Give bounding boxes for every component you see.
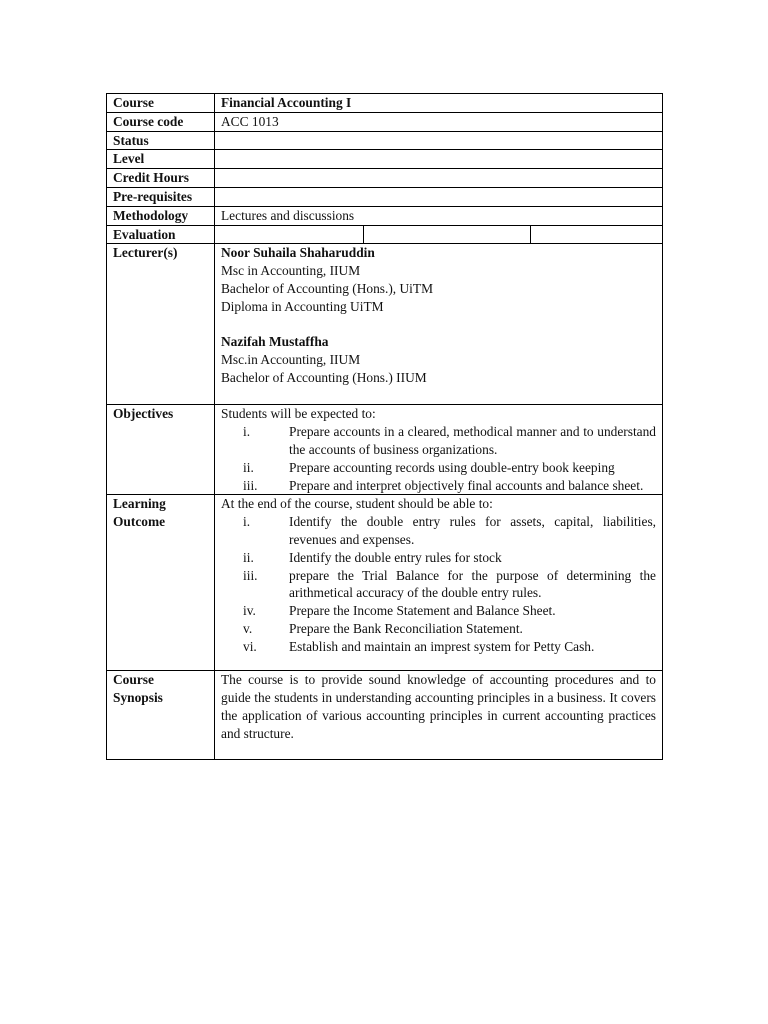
course-code-label: Course code (107, 112, 215, 131)
methodology-label: Methodology (107, 206, 215, 225)
evaluation-label: Evaluation (107, 225, 215, 244)
synopsis-text: The course is to provide sound knowledge of accounting procedures and to guide the students in understanding accounting principles in a business. It covers the application of various accounting principles in current accounting practices and structure. (215, 671, 663, 760)
row-methodology (107, 206, 663, 225)
objectives-value (215, 405, 663, 495)
evaluation-subcells (221, 226, 656, 243)
list-item: v. Prepare the Bank Reconciliation Statement. (243, 620, 523, 636)
level-label: Level (107, 150, 215, 169)
credit-hours-value (215, 169, 663, 188)
row-prerequisites (107, 187, 663, 206)
learning-outcome-value (215, 495, 663, 671)
status-label: Status (107, 131, 215, 150)
list-item: ii. Identify the double entry rules for stock (243, 549, 502, 565)
row-course-code (107, 112, 663, 131)
row-synopsis (107, 671, 663, 760)
status-value (215, 131, 663, 150)
row-evaluation (107, 225, 663, 244)
course-label: Course (107, 94, 215, 113)
evaluation-cell (364, 226, 531, 243)
row-course (107, 94, 663, 113)
list-item: vi. Establish and maintain an imprest system for Petty Cash. (243, 638, 595, 654)
course-info-table (106, 93, 663, 760)
list-item: i. Prepare accounts in a cleared, methodical manner and to understand the accounts of business organizations. (243, 424, 656, 457)
course-code-value: ACC 1013 (215, 112, 663, 131)
objectives-intro: Students will be expected to: (221, 406, 376, 422)
lecturers-value (215, 244, 663, 405)
evaluation-value (215, 225, 663, 244)
row-lecturers (107, 244, 663, 405)
lecturer-qualification: Msc in Accounting, IIUM (221, 263, 361, 279)
objectives-label: Objectives (107, 405, 215, 495)
list-item: iv. Prepare the Income Statement and Balance Sheet. (243, 603, 556, 619)
lecturer-qualification: Bachelor of Accounting (Hons.) IIUM (221, 369, 427, 385)
list-item: i. Identify the double entry rules for assets, capital, liabilities, revenues and expenses. (243, 514, 656, 547)
prerequisites-value (215, 187, 663, 206)
evaluation-cell (221, 226, 364, 243)
evaluation-cell (531, 226, 656, 243)
objectives-list (221, 423, 656, 494)
level-value (215, 150, 663, 169)
list-item: iii. Prepare and interpret objectively final accounts and balance sheet. (243, 477, 644, 493)
learning-outcome-label: Learning Outcome (107, 495, 215, 671)
prerequisites-label: Pre-requisites (107, 187, 215, 206)
synopsis-label: Course Synopsis (107, 671, 215, 760)
row-credit-hours (107, 169, 663, 188)
learning-outcome-list (221, 513, 656, 655)
lecturer-qualification: Bachelor of Accounting (Hons.), UiTM (221, 280, 433, 296)
row-learning-outcome (107, 495, 663, 671)
row-level (107, 150, 663, 169)
row-status (107, 131, 663, 150)
lecturer-name: Noor Suhaila Shaharuddin (221, 245, 375, 261)
learning-outcome-intro: At the end of the course, student should be able to: (221, 496, 493, 512)
credit-hours-label: Credit Hours (107, 169, 215, 188)
lecturer-qualification: Msc.in Accounting, IIUM (221, 352, 361, 368)
course-value: Financial Accounting I (215, 94, 663, 113)
lecturer-name: Nazifah Mustaffha (221, 334, 329, 350)
list-item: ii. Prepare accounting records using double-entry book keeping (243, 459, 615, 475)
lecturers-label: Lecturer(s) (107, 244, 215, 405)
row-objectives (107, 405, 663, 495)
lecturer-qualification: Diploma in Accounting UiTM (221, 298, 384, 314)
methodology-value: Lectures and discussions (215, 206, 663, 225)
list-item: iii. prepare the Trial Balance for the purpose of determining the arithmetical accuracy of the double entry rules. (243, 567, 656, 601)
